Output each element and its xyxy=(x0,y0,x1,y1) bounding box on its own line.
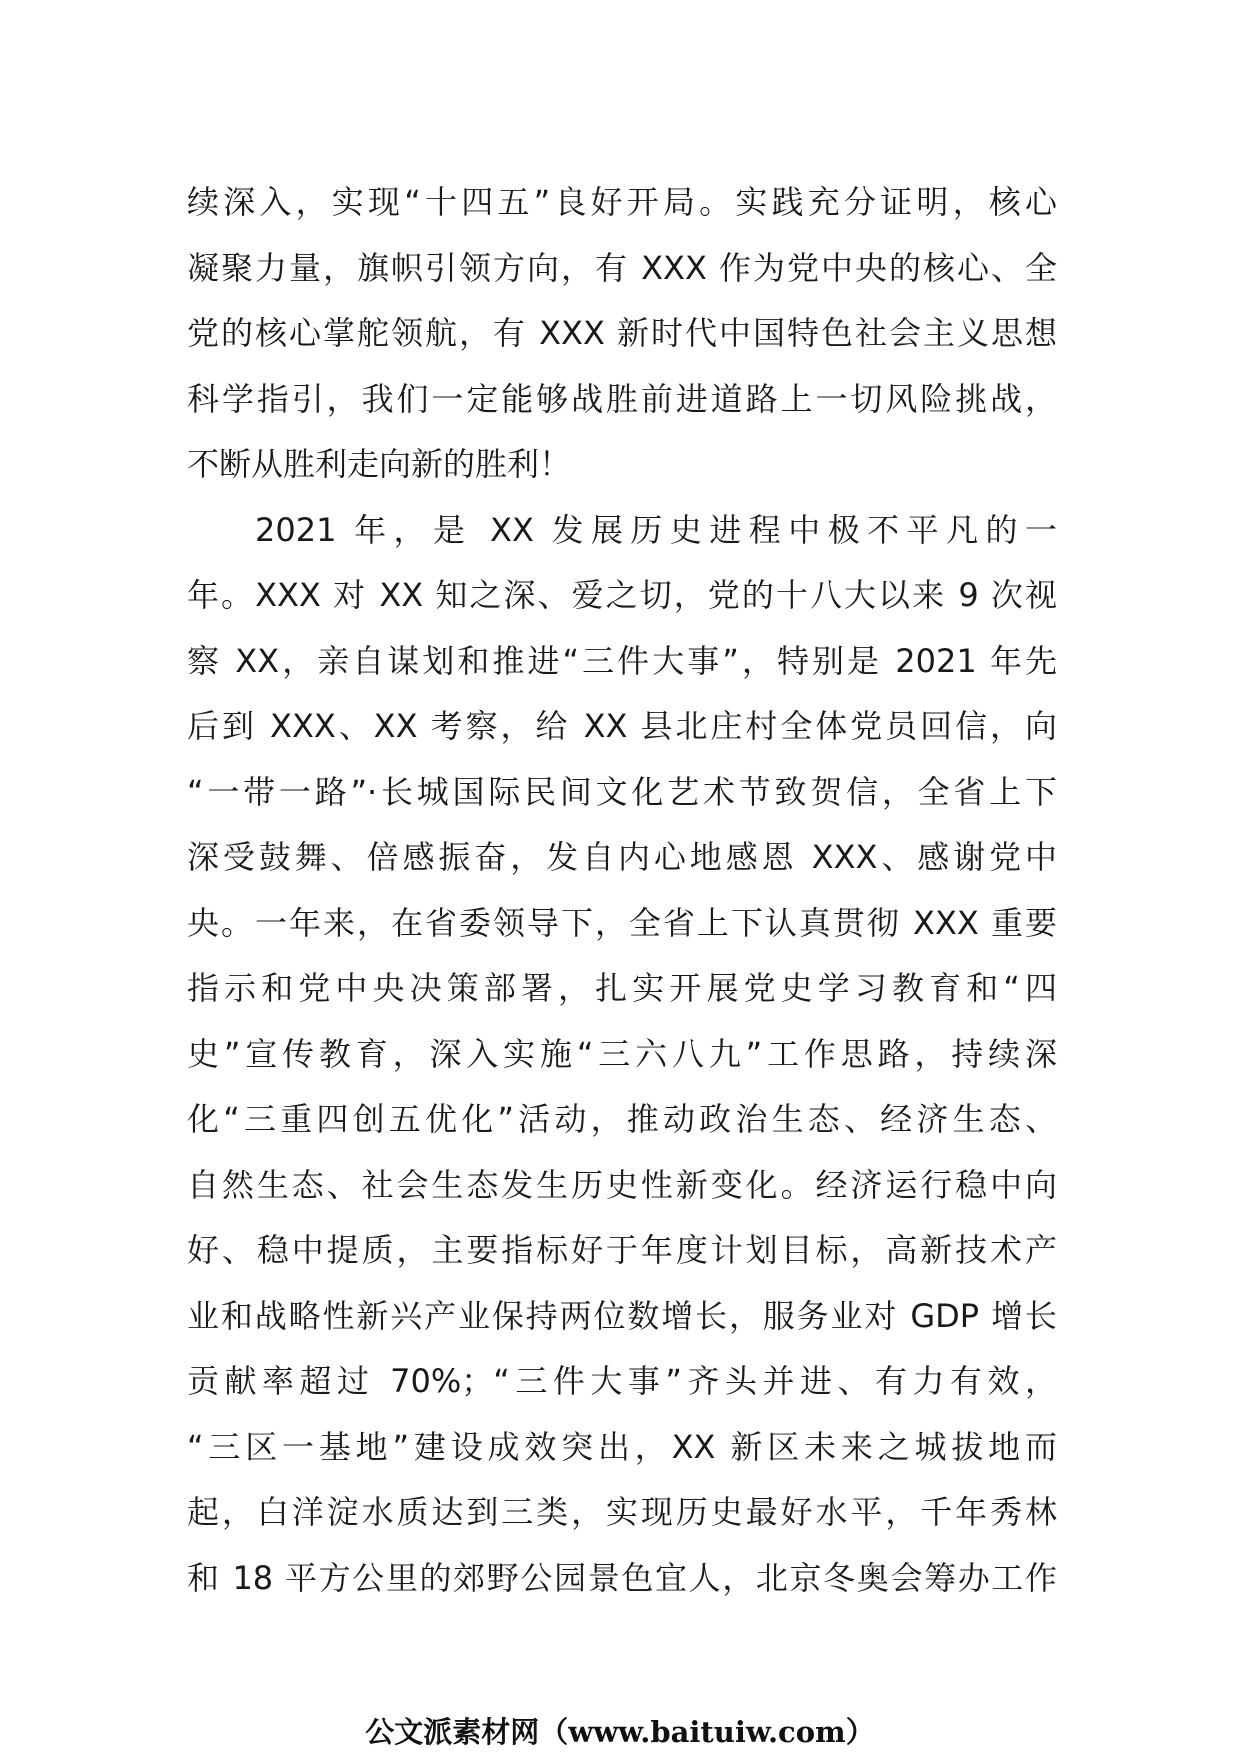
text-line: 和 18 平方公里的郊野公园景色宜人，北京冬奥会筹办工作 xyxy=(187,1558,1057,1597)
text-line: 业和战略性新兴产业保持两位数增长，服务业对 GDP 增长 xyxy=(187,1296,1057,1335)
text-line: 好、稳中提质，主要指标好于年度计划目标，高新技术产 xyxy=(187,1231,1057,1269)
text-line: 不断从胜利走向新的胜利！ xyxy=(187,445,572,483)
text-line: “三区一基地”建设成效突出，XX 新区未来之城拔地而 xyxy=(187,1427,1057,1466)
text-line: 史”宣传教育，深入实施“三六八九”工作思路，持续深 xyxy=(187,1034,1057,1073)
text-line: 科学指引，我们一定能够战胜前进道路上一切风险挑战， xyxy=(187,379,1057,418)
text-line: 续深入，实现“十四五”良好开局。实践充分证明，核心 xyxy=(187,183,1057,221)
text-line: 年。XXX 对 XX 知之深、爱之切，党的十八大以来 9 次视 xyxy=(187,576,1057,614)
footer-watermark: 公文派素材网（www.baituiw.com） xyxy=(365,1715,875,1749)
text-line: 深受鼓舞、倍感振奋，发自内心地感恩 XXX、感谢党中 xyxy=(187,838,1057,876)
text-line: 凝聚力量，旗帜引领方向，有 XXX 作为党中央的核心、全 xyxy=(187,248,1057,287)
text-line: 化“三重四创五优化”活动，推动政治生态、经济生态、 xyxy=(187,1100,1057,1138)
paragraph-first-line: 2021 年，是 XX 发展历史进程中极不平凡的一 xyxy=(255,510,1057,549)
text-line: “一带一路”·长城国际民间文化艺术节致贺信，全省上下 xyxy=(187,772,1057,811)
text-line: 自然生态、社会生态发生历史性新变化。经济运行稳中向 xyxy=(187,1165,1057,1204)
text-line: 后到 XXX、XX 考察，给 XX 县北庄村全体党员回信，向 xyxy=(187,707,1057,745)
text-line: 党的核心掌舵领航，有 XXX 新时代中国特色社会主义思想 xyxy=(187,314,1057,352)
text-line: 指示和党中央决策部署，扎实开展党史学习教育和“四 xyxy=(187,969,1057,1007)
body-text xyxy=(187,170,1057,1611)
text-line: 察 XX，亲自谋划和推进“三件大事”，特别是 2021 年先 xyxy=(187,641,1057,680)
text-line: 起，白洋淀水质达到三类，实现历史最好水平，千年秀林 xyxy=(187,1493,1057,1531)
text-line: 贡献率超过 70%；“三件大事”齐头并进、有力有效， xyxy=(187,1362,1057,1400)
text-line: 央。一年来，在省委领导下，全省上下认真贯彻 XXX 重要 xyxy=(187,903,1057,942)
